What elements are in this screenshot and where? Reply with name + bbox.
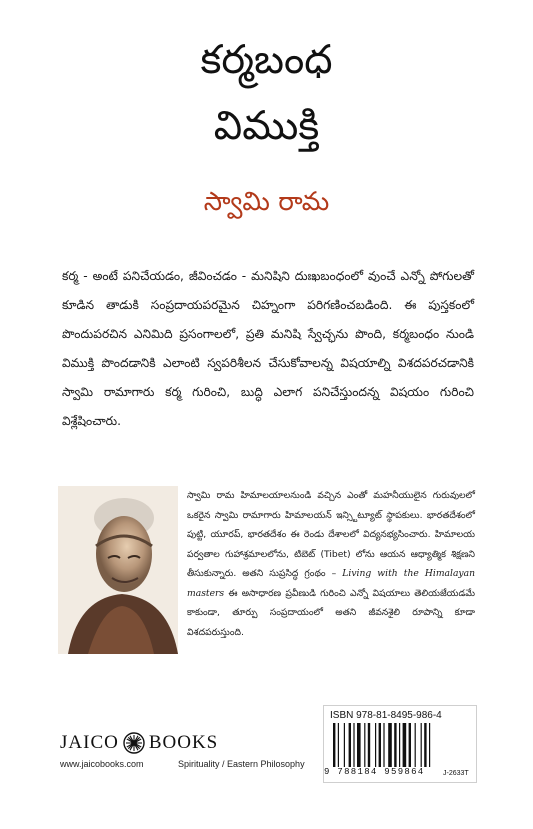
book-title-line2: విముక్తి: [213, 103, 320, 149]
isbn-label: ISBN 978-81-8495-986-4: [330, 710, 442, 721]
price-code: J-2633T: [443, 770, 469, 777]
author-name: స్వామి రామ: [203, 187, 330, 217]
barcode-digits: 9 788184 959864: [324, 767, 425, 777]
author-biography: [187, 486, 475, 642]
book-title-line1: కర్మబంధ: [200, 37, 333, 83]
bio-book-title: Living with the Himalayan masters: [187, 568, 476, 599]
publisher-url: www.jaicobooks.com: [60, 759, 144, 769]
bio-text-part1: స్వామి రామ హిమాలయాలనుండి వచ్చిన ఎంతో మహనీయులైన గురువులలో ఒకరైన స్వామి రామాగారు హిమాలయన్ ఇన్స్టిట్యూట్ స్థాపకులు. భారతదేశంలో పుట్టి, యూరప్, భారతదేశం ఈ రెండు దేశాలలో విద్యనభ్యసించారు. హిమాలయ పర్వతాల గుహాశ్రమాలలోను, టిబెట్ (Tibet) లోను ఆయన ఆధ్యాత్మిక శిక్షణని తీసుకున్నారు. అతని సుప్రసిద్ధ గ్రంథం –: [187, 490, 475, 579]
publisher-logo: [60, 732, 218, 754]
publisher-name-left: JAICO: [60, 732, 119, 753]
author-portrait-image: [58, 486, 178, 654]
lotus-icon: [123, 732, 145, 754]
book-category: Spirituality / Eastern Philosophy: [178, 759, 305, 769]
barcode-icon: [333, 723, 437, 767]
author-photo: [58, 486, 178, 654]
publisher-name-right: BOOKS: [148, 732, 219, 753]
bio-text-part2: ఈ అసాధారణ ప్రవీణుడి గురించి ఎన్నో విషయాలు తెలియజేయడమే కాకుండా, తూర్పు సంప్రదాయంలో అతని జీవనశైలి రూపాన్ని కూడా విశదపరుస్తుంది.: [187, 587, 476, 638]
intro-paragraph: కర్మ - అంటే పనిచేయడం, జీవించడం - మనిషిని దుఃఖబంధంలో వుంచే ఎన్నో పోగులతో కూడిన తాడుకి సంప్రదాయపరమైన చిహ్నంగా పరిగణించబడింది. ఈ పుస్తకంలో పొందుపరచిన ఎనిమిది ప్రసంగాలలో, ప్రతి మనిషి స్వేచ్ఛను పొంది, కర్మబంధం నుండి విముక్తి పొందడానికి ఎలాంటి స్వపరిశీలన చేసుకోవాలన్న విషయాల్ని విశదపరచడానికి స్వామి రామాగారు కర్మ గురించి, బుద్ధి ఎలాగ పనిచేస్తుందన్న విషయం గురించి విశ్లేషించారు.: [62, 269, 474, 428]
